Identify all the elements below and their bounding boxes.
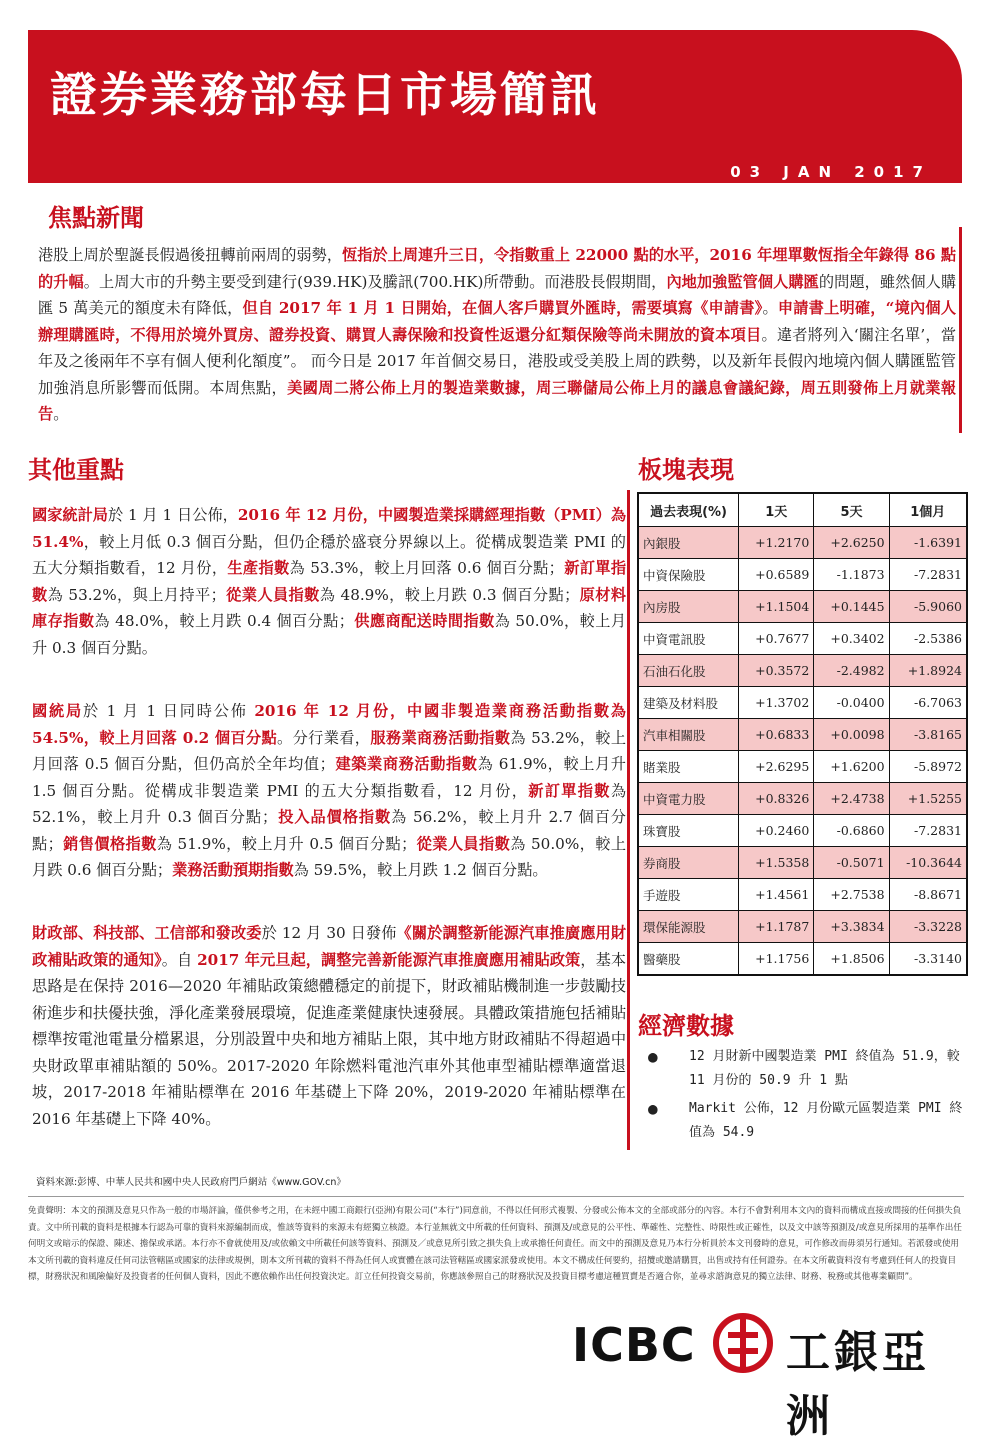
highlighted-text: 2016 年 12 月份，中國非製造業商務活動指數為 54.5%，較上月回落 0.2 個百分點 <box>32 702 626 747</box>
table-row <box>638 623 967 655</box>
sector-value-cell: +1.5255 <box>889 783 967 815</box>
body-text: 。分行業看， <box>277 728 371 747</box>
table-row <box>638 527 967 559</box>
sector-value-cell: +1.5358 <box>739 847 814 879</box>
sector-performance-table <box>637 492 968 976</box>
table-row <box>638 591 967 623</box>
body-text: 於 12 月 30 日發佈 <box>261 924 397 942</box>
column-header: 1個月 <box>889 493 967 527</box>
bullet-icon: ● <box>648 1047 658 1066</box>
body-text: 港股上周於聖誕長假過後扭轉前兩周的弱勢， <box>38 246 343 264</box>
highlighted-text: 《關於調整新能源汽車推廣應用財政補貼政策的通知》 <box>32 924 627 969</box>
bullet-icon: ● <box>648 1099 658 1118</box>
table-row <box>638 879 967 911</box>
list-item <box>644 1045 964 1093</box>
column-header: 5天 <box>814 493 889 527</box>
data-source-note: 資料來源:彭博、中華人民共和國中央人民政府門戶網站《www.GOV.cn》 <box>36 1177 346 1188</box>
sector-value-cell: +1.1504 <box>739 591 814 623</box>
body-text: 。上周大市的升勢主要受到建行(939.HK)及騰訊(700.HK)所帶動。而港股長假期間， <box>83 272 667 291</box>
icbc-emblem-icon <box>712 1312 774 1374</box>
sector-value-cell: -5.8972 <box>889 751 967 783</box>
sector-name-cell: 中資電訊股 <box>638 623 739 655</box>
highlighted-text: 但自 2017 年 1 月 1 日開始，在個人客戶購買外匯時，需要填寫《申請書》 <box>242 299 763 317</box>
table-row <box>638 687 967 719</box>
highlighted-text: 服務業商務活動指數 <box>370 728 511 747</box>
page-title: 證券業務部每日市場簡訊 <box>50 68 600 123</box>
icbc-logo <box>572 1310 964 1442</box>
body-text: 為 53.2%，與上月持平； <box>47 585 226 604</box>
sector-value-cell: -7.2831 <box>889 815 967 847</box>
report-date: 03 JAN 2017 <box>730 163 932 181</box>
highlighted-text: 國統局 <box>32 702 83 720</box>
sector-value-cell: +1.2170 <box>739 527 814 559</box>
highlighted-text: 新訂單指數 <box>528 781 611 800</box>
sector-value-cell: -1.6391 <box>889 527 967 559</box>
highlighted-text: 內地加強監管個人購匯 <box>666 272 819 291</box>
sector-name-cell: 石油石化股 <box>638 655 739 687</box>
sector-name-cell: 內銀股 <box>638 527 739 559</box>
logo-chinese: 工銀亞洲 <box>786 1327 930 1442</box>
column-header: 1天 <box>739 493 814 527</box>
body-text: 於 1 月 1 日公佈， <box>107 506 238 524</box>
sector-value-cell: +0.2460 <box>739 815 814 847</box>
body-text: 於 1 月 1 日同時公佈 <box>82 702 255 720</box>
sector-name-cell: 手遊股 <box>638 879 739 911</box>
highlighted-text: 銷售價格指數 <box>62 834 157 853</box>
focus-tab <box>28 183 962 227</box>
sector-value-cell: +0.0098 <box>814 719 889 751</box>
highlighted-text: 新訂單指數 <box>32 559 627 604</box>
body-text: 。 <box>53 405 69 423</box>
sector-value-cell: -2.5386 <box>889 623 967 655</box>
table-row <box>638 559 967 591</box>
table-header-row <box>638 493 967 527</box>
sector-value-cell: -8.8671 <box>889 879 967 911</box>
sector-value-cell: +0.3572 <box>739 655 814 687</box>
sector-name-cell: 中資電力股 <box>638 783 739 815</box>
sector-value-cell: -5.9060 <box>889 591 967 623</box>
body-text: 為 53.2%，較上月回落 0.5 個百分點，但仍高於全年均值； <box>32 728 627 773</box>
economic-data-heading: 經濟數據 <box>638 1012 734 1040</box>
sector-value-cell: +0.3402 <box>814 623 889 655</box>
sector-value-cell: -10.3644 <box>889 847 967 879</box>
column-header: 過去表現(%) <box>638 493 739 527</box>
body-text: 為 61.9%，較上月升 1.5 個百分點。從構成非製造業 PMI 的五大分類指數看，12 月份， <box>32 755 626 800</box>
highlight-paragraph-nonmfg <box>32 698 626 884</box>
sector-value-cell: -3.8165 <box>889 719 967 751</box>
highlighted-text: 供應商配送時間指數 <box>353 612 495 630</box>
sector-value-cell: -0.0400 <box>814 687 889 719</box>
body-text: 為 59.5%，較上月跌 1.2 個百分點。 <box>293 861 548 879</box>
highlighted-text: 2017 年元旦起，調整完善新能源汽車推廣應用補貼政策 <box>197 950 581 969</box>
focus-news-paragraph <box>38 242 956 428</box>
highlighted-text: 從業人員指數 <box>225 585 320 604</box>
highlighted-text: 業務活動預期指數 <box>172 861 294 879</box>
body-text: 。違者將列入‘關注名單’，當年及之後兩年不享有個人便利化額度”。 而今日是 2017 年首個交易日，港股或受美股上周的跌勢，以及新年長假內地境內個人購匯監管加強消息所影響而低開。本周焦點， <box>38 325 957 397</box>
sector-value-cell: +2.6295 <box>739 751 814 783</box>
body-text: 。 <box>762 299 778 317</box>
sector-value-cell: -0.5071 <box>814 847 889 879</box>
sector-value-cell: -0.6860 <box>814 815 889 847</box>
sector-value-cell: +1.8506 <box>814 943 889 976</box>
body-text: ，較上月低 0.3 個百分點，但仍企穩於盛衰分界線以上。從構成製造業 PMI 的五大分類指數看，12 月份， <box>32 532 626 577</box>
sector-name-cell: 中資保險股 <box>638 559 739 591</box>
sector-value-cell: +1.3702 <box>739 687 814 719</box>
sector-value-cell: +2.6250 <box>814 527 889 559</box>
sector-name-cell: 汽車相關股 <box>638 719 739 751</box>
sector-value-cell: -3.3228 <box>889 911 967 943</box>
highlight-paragraph-nev <box>32 920 626 1132</box>
table-row <box>638 847 967 879</box>
sector-value-cell: +0.8326 <box>739 783 814 815</box>
table-row <box>638 815 967 847</box>
highlighted-text: 申請書上明確，“境內個人辦理購匯時，不得用於境外買房、證券投資、購買人壽保險和投資性返還分紅類保險等尚未開放的資本項目 <box>38 299 957 344</box>
table-row <box>638 655 967 687</box>
body-text: 為 53.3%，較上月回落 0.6 個百分點； <box>289 559 564 577</box>
highlighted-text: 原材料庫存指數 <box>32 585 627 630</box>
sector-value-cell: +1.4561 <box>739 879 814 911</box>
sector-value-cell: +2.4738 <box>814 783 889 815</box>
economic-data-item: Markit 公佈，12 月份歐元區製造業 PMI 終值為 54.9 <box>689 1101 963 1140</box>
table-row <box>638 783 967 815</box>
body-text: 為 56.2%，較上月升 2.7 個百分點； <box>32 808 626 853</box>
table-row <box>638 751 967 783</box>
highlighted-text: 國家統計局 <box>32 506 108 524</box>
sector-value-cell: +1.1756 <box>739 943 814 976</box>
sector-name-cell: 珠寶股 <box>638 815 739 847</box>
highlighted-text: 恆指於上周連升三日，令指數重上 22000 點的水平，2016 年埋單數恆指全年錄得 86 點的升幅 <box>38 246 957 291</box>
table-row <box>638 943 967 976</box>
sector-name-cell: 賭業股 <box>638 751 739 783</box>
divider <box>28 1196 964 1197</box>
sector-value-cell: +1.6200 <box>814 751 889 783</box>
body-text: 。自 <box>161 950 198 969</box>
highlighted-text: 財政部、科技部、工信部和發改委 <box>32 924 262 942</box>
body-text: 的問題，雖然個人購匯 5 萬美元的額度未有降低， <box>38 272 957 317</box>
sector-name-cell: 建築及材料股 <box>638 687 739 719</box>
logo-latin: ICBC <box>572 1318 696 1372</box>
economic-data-list <box>644 1045 964 1149</box>
body-text: ，基本思路是在保持 2016—2020 年補貼政策總體穩定的前提下，財政補貼機制進一步鼓勵技術進步和扶優扶強，淨化產業發展環境，促進產業健康快速發展。具體政策措施包括補貼標準按電池電量分檔累退，分別設置中央和地方補貼上限，其中地方財政補貼不得超過中央財政單車補貼額的 50%。2017-2020 年除燃料電池汽車外其他車型補貼標準適當退坡，2017-2018 年補貼標準在 2016 年基礎上下降 20%，2019-2020 年補貼標準在 2016 年基礎上下降 40%。 <box>32 950 627 1128</box>
body-text: 為 52.1%，較上月升 0.3 個百分點； <box>32 781 626 826</box>
highlighted-text: 投入品價格指數 <box>277 808 392 826</box>
highlighted-text: 2016 年 12 月份，中國製造業採購經理指數（PMI）為 51.4% <box>32 506 627 551</box>
tab-shape <box>28 183 962 227</box>
sector-name-cell: 環保能源股 <box>638 911 739 943</box>
sector-name-cell: 券商股 <box>638 847 739 879</box>
sector-value-cell: +1.1787 <box>739 911 814 943</box>
sector-value-cell: -2.4982 <box>814 655 889 687</box>
sector-value-cell: -6.7063 <box>889 687 967 719</box>
highlighted-text: 從業人員指數 <box>416 834 511 853</box>
body-text: 為 48.0%，較上月跌 0.4 個百分點； <box>94 612 354 630</box>
list-item <box>644 1097 964 1145</box>
sector-name-cell: 醫藥股 <box>638 943 739 976</box>
highlighted-text: 美國周二將公佈上月的製造業數據，周三聯儲局公佈上月的議息會議紀錄，周五則發佈上月就業報告 <box>38 378 957 423</box>
sector-value-cell: +0.6589 <box>739 559 814 591</box>
sector-value-cell: +2.7538 <box>814 879 889 911</box>
sector-value-cell: +0.6833 <box>739 719 814 751</box>
body-text: 為 50.0%，較上月跌 0.6 個百分點； <box>32 834 627 879</box>
sector-performance-heading: 板塊表現 <box>638 456 734 484</box>
highlight-paragraph-pmi <box>32 502 626 661</box>
sector-value-cell: +3.3834 <box>814 911 889 943</box>
sector-value-cell: -3.3140 <box>889 943 967 976</box>
disclaimer-text: 免責聲明：本文的預測及意見只作為一般的市場評論，僅供參考之用，在未經中國工商銀行(亞洲)有限公司(“本行”)同意前，不得以任何形式複製、分發或公佈本文的全部或部分的內容。本行不會對利用本文內的資料而構成直接或間接的任何損失負責。文中所刊載的資料是根據本行認為可靠的資料來源編制而成，惟該等資料的來源未有經獨立核證。本行並無就文中所載的任何資料、預測及/或意見的公平性、準確性、完整性、時限性或正確性，以及文中該等預測及/或意見所採用的基準作出任何明文或暗示的保證、陳述、擔保或承諾。本行亦不會就使用及/或依賴文中所載任何該等資料、預測及／或意見所引致之損失負上或承擔任何責任。而文中的預測及意見乃本行分析員於本文刊發時的意見，可作修改而毋須另行通知。若派發或使用本文所刊載的資料違反任何司法管轄區或國家的法律或規例，則本文所刊載的資料不得為任何人或實體在該司法管轄區或國家派發或使用。本文不構成任何要約，招攬或邀請購買，出售或持有任何證券。在本文所載資料沒有考慮到任何人的投資目標，財務狀況和風險偏好及投資者的任何個人資料，因此不應依賴作出任何投資決定。訂立任何投資交易前，你應該參照自己的財務狀況及投資目標考慮這種買賣是否適合你，並尋求諮詢意見的獨立法律、財務、稅務或其他專業顧問”。 <box>28 1206 962 1282</box>
body-text: 為 48.9%，較上月跌 0.3 個百分點； <box>319 585 580 604</box>
sector-value-cell: +0.1445 <box>814 591 889 623</box>
sector-value-cell: -7.2831 <box>889 559 967 591</box>
sector-value-cell: +1.8924 <box>889 655 967 687</box>
table-row <box>638 719 967 751</box>
highlighted-text: 生產指數 <box>227 559 290 577</box>
table-row <box>638 911 967 943</box>
body-text: 為 51.9%，較上月升 0.5 個百分點； <box>156 834 417 853</box>
sector-value-cell: -1.1873 <box>814 559 889 591</box>
sector-value-cell: +0.7677 <box>739 623 814 655</box>
sector-name-cell: 內房股 <box>638 591 739 623</box>
economic-data-item: 12 月財新中國製造業 PMI 終值為 51.9，較 11 月份的 50.9 升 1 點 <box>689 1049 960 1088</box>
focus-news-heading: 焦點新聞 <box>48 204 144 232</box>
highlighted-text: 建築業商務活動指數 <box>334 755 478 773</box>
body-text: 為 50.0%，較上月升 0.3 個百分點。 <box>32 612 627 657</box>
other-highlights-heading: 其他重點 <box>28 456 124 484</box>
